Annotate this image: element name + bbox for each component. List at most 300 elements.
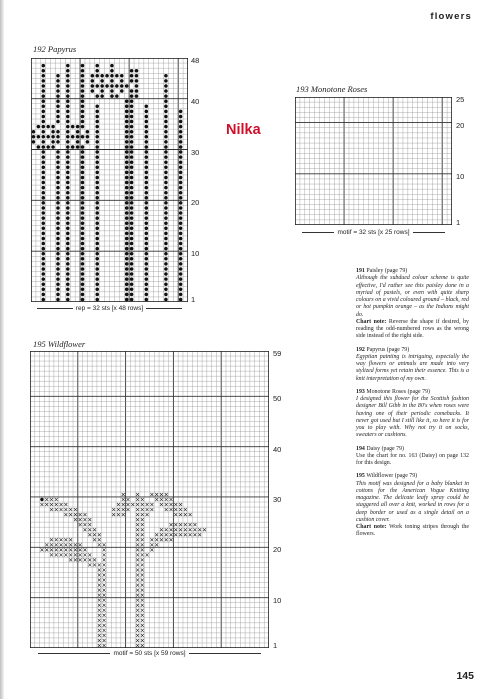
- stitch-cross: [160, 538, 163, 541]
- chart-name: Papyrus: [47, 44, 77, 54]
- stitch-cross: [165, 498, 168, 501]
- stitch-dot: [125, 155, 129, 159]
- stitch-cross: [136, 518, 139, 521]
- stitch-cross: [150, 508, 153, 511]
- stitch-cross: [136, 528, 139, 531]
- stitch-cross: [79, 523, 82, 526]
- stitch-cross: [179, 528, 182, 531]
- stitch-cross: [103, 589, 106, 592]
- stitch-cross: [193, 533, 196, 536]
- stitch-dot: [66, 135, 70, 139]
- stitch-dot: [145, 171, 149, 175]
- stitch-dot: [66, 84, 70, 88]
- stitch-dot: [130, 262, 134, 266]
- stitch-cross: [60, 548, 63, 551]
- stitch-dot: [95, 257, 99, 261]
- stitch-dot: [56, 94, 60, 98]
- stitch-dot: [115, 74, 119, 78]
- stitch-cross: [60, 508, 63, 511]
- stitch-dot: [164, 155, 168, 159]
- stitch-dot: [179, 277, 183, 281]
- stitch-cross: [74, 553, 77, 556]
- stitch-dot: [130, 237, 134, 241]
- stitch-dot: [95, 227, 99, 231]
- stitch-dot: [179, 298, 183, 302]
- stitch-dot: [56, 99, 60, 103]
- stitch-dot: [81, 201, 85, 205]
- stitch-dot: [86, 135, 90, 139]
- stitch-cross: [141, 629, 144, 632]
- stitch-dot: [56, 176, 60, 180]
- stitch-dot: [145, 150, 149, 154]
- stitch-cross: [155, 498, 158, 501]
- note-description: Egyptian painting is intriguing, especially the way flowers or animals are made into very stylized forms yet retain their essence. This is a knit interpretation of my own.: [356, 353, 469, 382]
- stitch-dot: [145, 242, 149, 246]
- chart-number: 195: [33, 339, 46, 349]
- stitch-dot: [42, 84, 46, 88]
- stitch-dot: [164, 227, 168, 231]
- stitch-dot: [42, 105, 46, 109]
- stitch-cross: [136, 573, 139, 576]
- stitch-dot: [145, 262, 149, 266]
- stitch-dot: [145, 176, 149, 180]
- stitch-dot: [130, 130, 134, 134]
- stitch-dot: [125, 130, 129, 134]
- stitch-dot: [95, 176, 99, 180]
- stitch-dot: [179, 293, 183, 297]
- stitch-dot: [95, 221, 99, 225]
- stitch-cross: [165, 538, 168, 541]
- stitch-dot: [56, 150, 60, 154]
- stitch-dot: [51, 135, 55, 139]
- stitch-cross: [50, 548, 53, 551]
- stitch-dot: [42, 237, 46, 241]
- stitch-dot: [125, 221, 129, 225]
- stitch-cross: [45, 503, 48, 506]
- stitch-cross: [98, 644, 101, 647]
- stitch-dot: [46, 125, 50, 129]
- stitch-dot: [56, 288, 60, 292]
- stitch-cross: [174, 533, 177, 536]
- stitch-cross: [93, 528, 96, 531]
- stitch-dot: [66, 288, 70, 292]
- stitch-cross: [141, 553, 144, 556]
- stitch-dot: [95, 293, 99, 297]
- stitch-cross: [98, 604, 101, 607]
- stitch-dot: [56, 227, 60, 231]
- stitch-dot: [145, 257, 149, 261]
- stitch-dot: [46, 145, 50, 149]
- stitch-dot: [66, 105, 70, 109]
- stitch-cross: [141, 533, 144, 536]
- stitch-cross: [141, 594, 144, 597]
- stitch-cross: [55, 503, 58, 506]
- stitch-cross: [136, 553, 139, 556]
- stitch-dot: [125, 186, 129, 190]
- stitch-dot: [164, 115, 168, 119]
- stitch-dot: [66, 272, 70, 276]
- stitch-dot: [179, 232, 183, 236]
- stitch-dot: [110, 69, 114, 73]
- stitch-cross: [146, 513, 149, 516]
- stitch-dot: [164, 171, 168, 175]
- stitch-dot: [125, 171, 129, 175]
- stitch-dot: [95, 105, 99, 109]
- chart-title-192: [33, 44, 76, 54]
- stitch-cross: [79, 543, 82, 546]
- stitch-dot: [120, 79, 124, 83]
- stitch-dot: [95, 196, 99, 200]
- stitch-dot: [164, 166, 168, 170]
- stitch-dot: [95, 201, 99, 205]
- stitch-dot: [125, 272, 129, 276]
- stitch-dot: [179, 282, 183, 286]
- stitch-dot: [130, 125, 134, 129]
- stitch-cross: [141, 498, 144, 501]
- stitch-dot: [56, 74, 60, 78]
- stitch-dot: [125, 227, 129, 231]
- stitch-dot: [110, 84, 114, 88]
- stitch-cross: [98, 533, 101, 536]
- stitch-dot: [56, 196, 60, 200]
- stitch-dot: [179, 196, 183, 200]
- stitch-cross: [136, 589, 139, 592]
- stitch-dot: [32, 130, 36, 134]
- stitch-dot: [164, 89, 168, 93]
- stitch-dot: [125, 206, 129, 210]
- stitch-cross: [136, 543, 139, 546]
- stitch-dot: [95, 216, 99, 220]
- stitch-cross: [98, 634, 101, 637]
- stitch-dot: [125, 257, 129, 261]
- note-heading: 191 Paisley (page 79): [356, 268, 408, 274]
- stitch-dot: [56, 277, 60, 281]
- stitch-dot: [66, 89, 70, 93]
- stitch-cross: [165, 503, 168, 506]
- stitch-cross: [103, 594, 106, 597]
- stitch-dot: [51, 145, 55, 149]
- stitch-dot: [179, 288, 183, 292]
- stitch-cross: [155, 493, 158, 496]
- chart-grid-papyrus: [31, 58, 188, 302]
- stitch-cross: [122, 493, 125, 496]
- stitch-dot: [37, 145, 41, 149]
- row-number: 59: [273, 349, 282, 358]
- stitch-cross: [179, 503, 182, 506]
- stitch-dot: [145, 288, 149, 292]
- stitch-dot: [145, 298, 149, 302]
- stitch-cross: [55, 553, 58, 556]
- stitch-cross: [141, 599, 144, 602]
- stitch-dot: [81, 196, 85, 200]
- stitch-dot: [179, 242, 183, 246]
- footer-dash: [37, 308, 73, 309]
- stitch-dot: [42, 293, 46, 297]
- stitch-dot: [42, 216, 46, 220]
- stitch-dot: [81, 125, 85, 129]
- stitch-cross: [79, 548, 82, 551]
- stitch-cross: [141, 604, 144, 607]
- stitch-cross: [141, 508, 144, 511]
- stitch-dot: [164, 176, 168, 180]
- stitch-dot: [42, 135, 46, 139]
- stitch-cross: [93, 538, 96, 541]
- stitch-dot: [91, 84, 95, 88]
- stitch-dot: [42, 186, 46, 190]
- stitch-dot: [81, 221, 85, 225]
- stitch-dot: [164, 196, 168, 200]
- stitch-dot: [95, 84, 99, 88]
- stitch-cross: [103, 614, 106, 617]
- stitch-dot: [42, 120, 46, 124]
- stitch-dot: [179, 181, 183, 185]
- stitch-dot: [66, 247, 70, 251]
- stitch-dot: [145, 237, 149, 241]
- stitch-cross: [136, 538, 139, 541]
- stitch-dot: [179, 262, 183, 266]
- stitch-dot: [95, 191, 99, 195]
- stitch-dot: [130, 196, 134, 200]
- stitch-dot: [125, 252, 129, 256]
- note-description: Use the chart for no. 163 (Daisy) on page 132 for this design.: [356, 452, 469, 466]
- stitch-cross: [88, 558, 91, 561]
- stitch-cross: [141, 609, 144, 612]
- stitch-dot: [130, 176, 134, 180]
- stitch-cross: [103, 644, 106, 647]
- stitch-dot: [81, 135, 85, 139]
- stitch-dot: [56, 242, 60, 246]
- stitch-dot: [125, 176, 129, 180]
- footer-text: motif = 32 sts [x 25 rows]: [337, 229, 410, 236]
- stitch-dot: [164, 293, 168, 297]
- stitch-dot: [95, 211, 99, 215]
- stitch-dot: [81, 150, 85, 154]
- footer-dash: [38, 653, 110, 654]
- stitch-dot: [81, 242, 85, 246]
- row-number: 25: [456, 95, 465, 105]
- stitch-cross: [136, 493, 139, 496]
- stitch-dot: [42, 176, 46, 180]
- stitch-cross: [141, 568, 144, 571]
- stitch-cross: [189, 523, 192, 526]
- stitch-cross: [69, 513, 72, 516]
- stitch-cross: [136, 563, 139, 566]
- stitch-cross: [150, 538, 153, 541]
- stitch-dot: [130, 257, 134, 261]
- stitch-cross: [103, 553, 106, 556]
- stitch-cross: [136, 599, 139, 602]
- stitch-dot: [125, 293, 129, 297]
- stitch-dot: [179, 115, 183, 119]
- stitch-cross: [189, 528, 192, 531]
- stitch-dot: [95, 166, 99, 170]
- stitch-cross: [141, 644, 144, 647]
- stitch-cross: [50, 508, 53, 511]
- stitch-dot: [164, 140, 168, 144]
- stitch-dot: [179, 252, 183, 256]
- stitch-dot: [56, 79, 60, 83]
- stitch-dot: [179, 140, 183, 144]
- stitch-cross: [98, 568, 101, 571]
- stitch-dot: [164, 252, 168, 256]
- stitch-dot: [66, 298, 70, 302]
- stitch-cross: [141, 513, 144, 516]
- stitch-dot: [95, 186, 99, 190]
- stitch-cross: [141, 538, 144, 541]
- stitch-dot: [125, 181, 129, 185]
- stitch-dot: [42, 247, 46, 251]
- stitch-dot: [71, 145, 75, 149]
- stitch-cross: [79, 518, 82, 521]
- stitch-dot: [125, 166, 129, 170]
- chart-footer-papyrus: [31, 305, 188, 312]
- stitch-dot: [164, 125, 168, 129]
- stitch-dot: [130, 282, 134, 286]
- stitch-dot: [81, 262, 85, 266]
- stitch-cross: [64, 503, 67, 506]
- stitch-cross: [184, 508, 187, 511]
- stitch-dot: [125, 298, 129, 302]
- stitch-dot: [179, 166, 183, 170]
- stitch-dot: [42, 298, 46, 302]
- stitch-dot: [179, 160, 183, 164]
- stitch-cross: [122, 513, 125, 516]
- stitch-cross: [69, 508, 72, 511]
- stitch-dot: [125, 160, 129, 164]
- stitch-cross: [160, 498, 163, 501]
- stitch-cross: [136, 609, 139, 612]
- stitch-dot: [37, 125, 41, 129]
- stitch-dot: [125, 125, 129, 129]
- stitch-dot: [130, 216, 134, 220]
- chart-title-195: [33, 339, 85, 349]
- stitch-dot: [125, 150, 129, 154]
- stitch-dot: [56, 282, 60, 286]
- stitch-dot: [130, 89, 134, 93]
- stitch-dot: [42, 110, 46, 114]
- stitch-cross: [98, 538, 101, 541]
- row-number: 48: [191, 56, 200, 65]
- stitch-cross: [64, 553, 67, 556]
- stitch-cross: [141, 563, 144, 566]
- stitch-dot: [164, 79, 168, 83]
- stitch-dot: [125, 145, 129, 149]
- stitch-dot: [66, 267, 70, 271]
- stitch-dot: [66, 293, 70, 297]
- stitch-cross: [150, 493, 153, 496]
- stitch-dot: [145, 135, 149, 139]
- stitch-dot: [179, 272, 183, 276]
- chart-footer-wildflower: [30, 650, 269, 657]
- stitch-dot: [81, 206, 85, 210]
- stitch-cross: [136, 604, 139, 607]
- stitch-cross: [88, 553, 91, 556]
- stitch-dot: [125, 237, 129, 241]
- stitch-cross: [141, 523, 144, 526]
- stitch-cross: [141, 619, 144, 622]
- stitch-dot: [66, 221, 70, 225]
- stitch-dot: [42, 140, 46, 144]
- row-number: 30: [273, 495, 282, 504]
- stitch-dot: [95, 232, 99, 236]
- stitch-dot: [66, 115, 70, 119]
- stitch-dot: [81, 160, 85, 164]
- stitch-dot: [51, 130, 55, 134]
- stitch-dot: [81, 257, 85, 261]
- stitch-cross: [103, 599, 106, 602]
- stitch-cross: [83, 553, 86, 556]
- stitch-dot: [86, 130, 90, 134]
- stitch-dot: [125, 288, 129, 292]
- stitch-cross: [93, 533, 96, 536]
- stitch-dot: [164, 160, 168, 164]
- stitch-dot: [125, 120, 129, 124]
- stitch-dot: [100, 74, 104, 78]
- stitch-dot: [120, 89, 124, 93]
- note-description: I designed this flower for the Scottish fashion designer Bill Gibb in the 80's when roses were having one of their periodic comebacks. It never got used but I still like it, so here it is for you to play with. Why not try it on socks, sweaters or cushions.: [356, 396, 469, 439]
- stitch-dot: [56, 272, 60, 276]
- stitch-dot: [66, 201, 70, 205]
- stitch-cross: [93, 563, 96, 566]
- row-number: 10: [273, 595, 282, 605]
- note-description: This motif was designed for a baby blanket in cottons for the American Vogue Knitting magazine. The delicate leafy spray could be staggered all over a knit, worked in rows for a deep border or used as a single detail on a cushion cover.: [356, 480, 469, 523]
- stitch-dot: [145, 186, 149, 190]
- stitch-dot: [130, 120, 134, 124]
- stitch-dot: [130, 191, 134, 195]
- stitch-dot: [81, 232, 85, 236]
- chart-name: Monotone Roses: [310, 84, 368, 94]
- stitch-dot: [100, 84, 104, 88]
- stitch-dot: [66, 155, 70, 159]
- stitch-cross: [136, 513, 139, 516]
- stitch-cross: [141, 528, 144, 531]
- stitch-dot: [42, 160, 46, 164]
- stitch-dot: [179, 120, 183, 124]
- row-number: 1: [456, 217, 461, 227]
- stitch-cross: [141, 503, 144, 506]
- note-description: Although the subdued colour scheme is quite effective, I'd rather see this paisley done in a myriad of pastels, or even with quite sharp colours on a vivid coloured ground – black, red or hot pumpkin orange – as the Indians might do.: [356, 275, 469, 318]
- stitch-cross: [83, 558, 86, 561]
- stitch-cross: [179, 513, 182, 516]
- stitch-dot: [42, 206, 46, 210]
- stitch-cross: [98, 599, 101, 602]
- stitch-dot: [125, 191, 129, 195]
- stitch-dot: [130, 150, 134, 154]
- stitch-dot: [95, 237, 99, 241]
- stitch-cross: [79, 558, 82, 561]
- stitch-cross: [136, 533, 139, 536]
- stitch-dot: [95, 252, 99, 256]
- stitch-dot: [145, 191, 149, 195]
- stitch-dot: [81, 84, 85, 88]
- stitch-dot: [56, 252, 60, 256]
- stitch-dot: [95, 171, 99, 175]
- stitch-cross: [136, 619, 139, 622]
- stitch-dot: [66, 262, 70, 266]
- row-number: 40: [273, 444, 282, 454]
- stitch-dot: [76, 130, 80, 134]
- stitch-cross: [98, 624, 101, 627]
- stitch-cross: [98, 619, 101, 622]
- stitch-dot: [56, 130, 60, 134]
- stitch-cross: [64, 548, 67, 551]
- stitch-dot: [125, 232, 129, 236]
- stitch-dot: [179, 201, 183, 205]
- stitch-dot: [95, 272, 99, 276]
- stitch-cross: [193, 523, 196, 526]
- stitch-dot: [130, 99, 134, 103]
- stitch-dot: [130, 160, 134, 164]
